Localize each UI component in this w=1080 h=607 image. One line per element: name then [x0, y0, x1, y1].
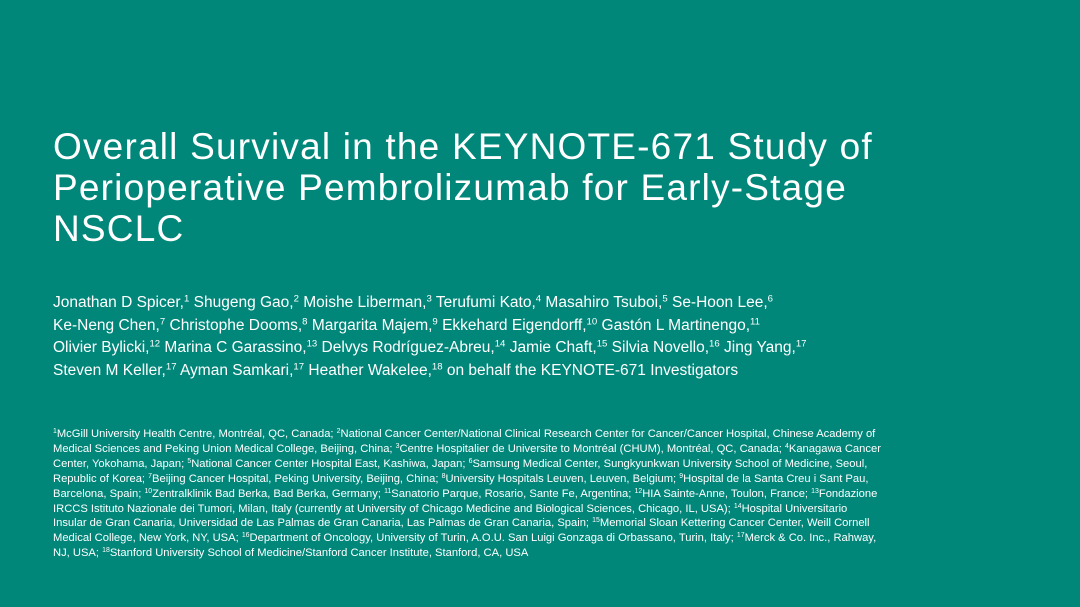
affiliation-line: Medical College, New York, NY, USA; $^{16}$Department of Oncology, University of Turin, A.O.U. San Luigi Gonzaga di Orbassano, Turin, Italy; $^{17}$Merck & Co. Inc., Rahway, — [53, 532, 877, 545]
affiliation-line: Barcelona, Spain; $^{10}$Zentralklinik Bad Berka, Bad Berka, Germany; $^{11}$Sanatorio Parque, Rosario, Sante Fe, Argentina; $^{12}$HIA Sainte-Anne, Toulon, France; $^{13}$Fondazione — [53, 487, 878, 500]
affiliations — [53, 427, 1043, 561]
affiliation-line: IRCCS Istituto Nazionale dei Tumori, Milan, Italy (currently at University of Chicago Medicine and Biological Sciences, Chicago, IL, USA); $^{14}$Hospital Universitario — [53, 502, 848, 515]
affiliation-line: Republic of Korea; $^7$Beijing Cancer Hospital, Peking University, Beijing, China; $^8$University Hospitals Leuven, Leuven, Belgium; $^9$Hospital de la Santa Creu i Sant Pau, — [53, 472, 869, 485]
title-line: Perioperative Pembrolizumab for Early-Stage — [53, 167, 847, 208]
author-line: Steven M Keller,$^{17}$ Ayman Samkari,$^{17}$ Heather Wakelee,$^{18}$ on behalf the KEYNOTE-671 Investigators — [53, 361, 739, 379]
author-line: Jonathan D Spicer,$^1$ Shugeng Gao,$^2$ Moishe Liberman,$^3$ Terufumi Kato,$^4$ Masahiro Tsuboi,$^5$ Se-Hoon Lee,$^6$ — [53, 293, 773, 311]
affiliation-line: Insular de Gran Canaria, Universidad de Las Palmas de Gran Canaria, Las Palmas de Gran Canaria, Spain; $^{15}$Memorial Sloan Kettering Cancer Center, Weill Cornell — [53, 517, 870, 530]
title-line: NSCLC — [53, 208, 185, 249]
affiliation-line: $^1$McGill University Health Centre, Montréal, QC, Canada; $^2$National Cancer Center/National Clinical Research Center for Cancer/Cancer Hospital, Chinese Academy of — [53, 428, 876, 440]
affiliation-line: NJ, USA; $^{18}$Stanford University School of Medicine/Stanford Cancer Institute, Stanford, CA, USA — [53, 547, 529, 560]
author-list — [53, 292, 1063, 382]
title-line: Overall Survival in the KEYNOTE-671 Study of — [53, 126, 873, 167]
affiliation-line: Medical Sciences and Peking Union Medical College, Beijing, China; $^3$Centre Hospitalier de Universite to Montréal (CHUM), Montréal, QC, Canada; $^4$Kanagawa Cancer — [53, 442, 881, 455]
affiliation-line: Center, Yokohama, Japan; $^5$National Cancer Center Hospital East, Kashiwa, Japan; $^6$Samsung Medical Center, Sungkyunkwan University School of Medicine, Seoul, — [53, 457, 868, 470]
author-line: Ke-Neng Chen,$^7$ Christophe Dooms,$^8$ Margarita Majem,$^9$ Ekkehard Eigendorff,$^{10}$ Gastón L Martinengo,$^{11}$ — [53, 316, 760, 334]
author-line: Olivier Bylicki,$^{12}$ Marina C Garassino,$^{13}$ Delvys Rodríguez-Abreu,$^{14}$ Jamie Chaft,$^{15}$ Silvia Novello,$^{16}$ Jing Yang,$^{17}$ — [53, 338, 807, 356]
slide-title — [53, 126, 1053, 249]
